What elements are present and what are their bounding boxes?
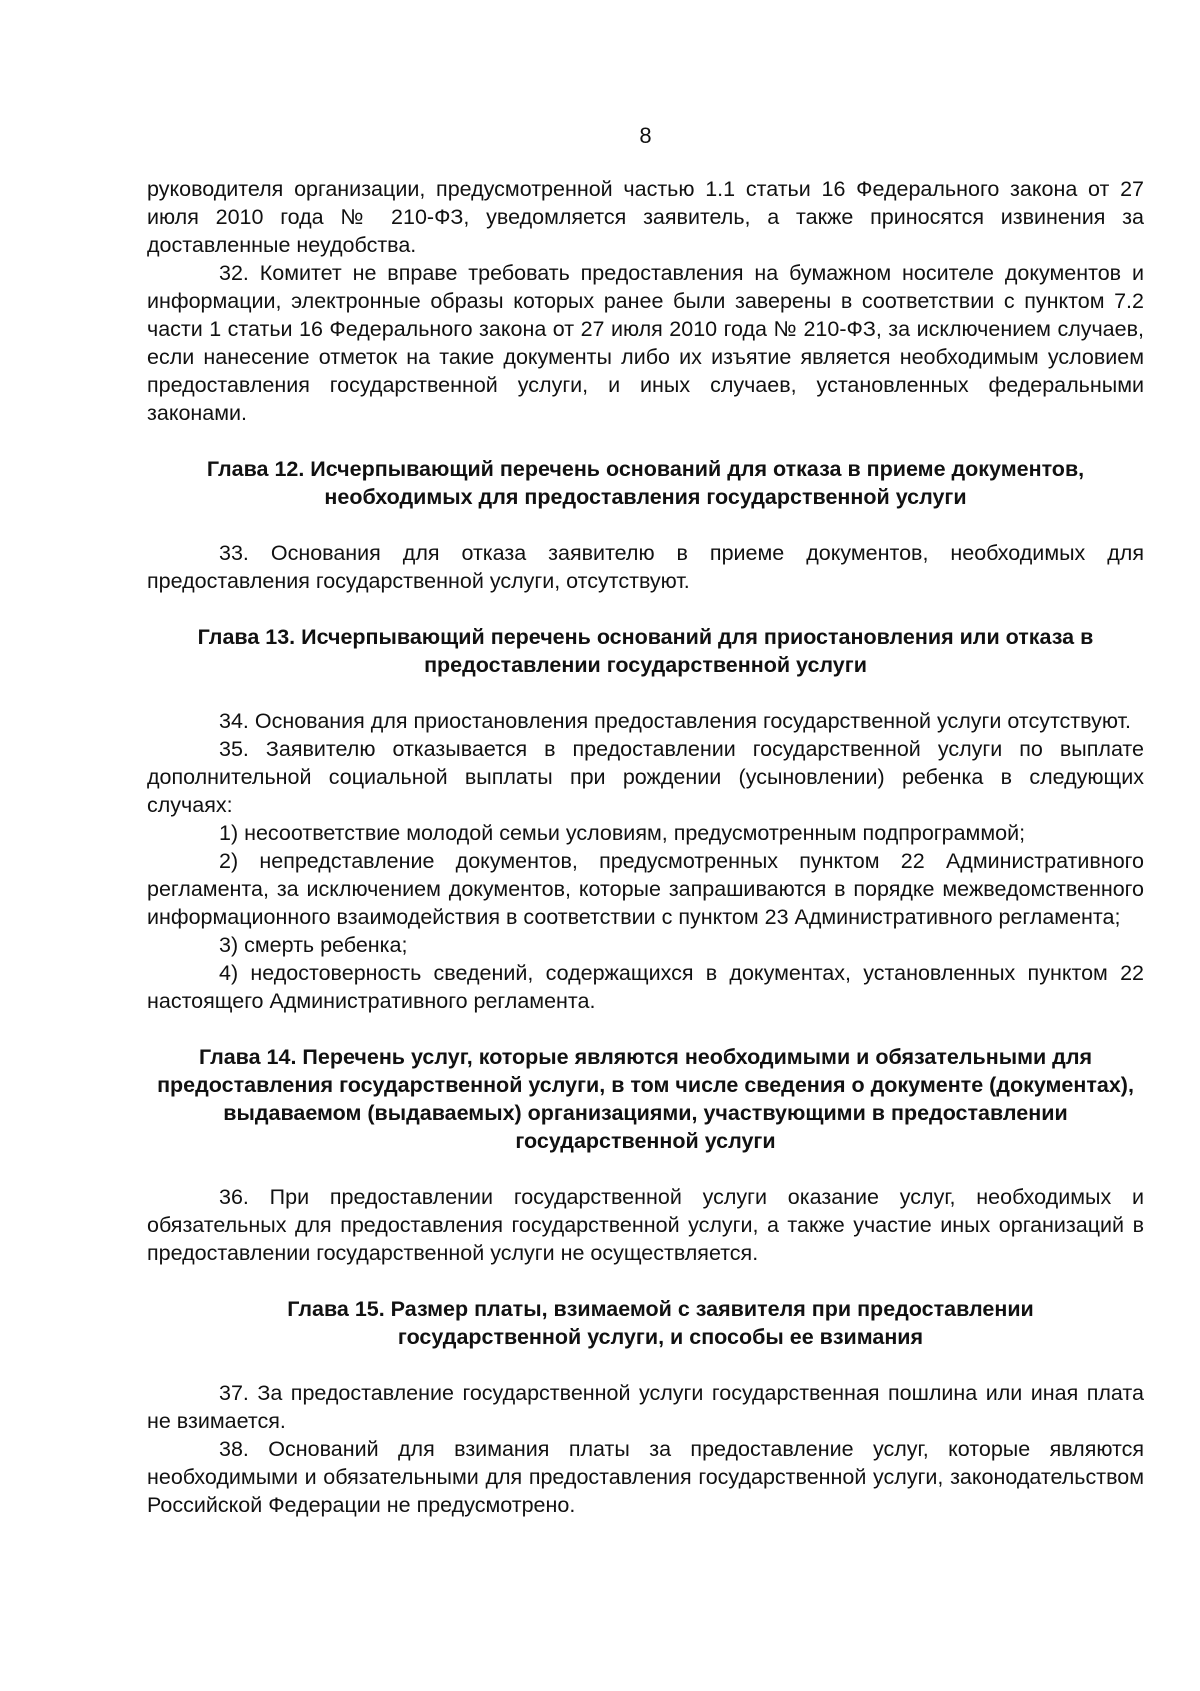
chapter-14-heading: Глава 14. Перечень услуг, которые являются необходимыми и обязательными для предоставления государственной услуги, в том числе сведения о документе (документах), выдаваемом (выдаваемых) организациями, участвующими в предоставлении государственной услуги	[157, 1045, 1134, 1153]
paragraph-34: 34. Основания для приостановления предоставления государственной услуги отсутствуют.	[219, 709, 1131, 733]
chapter-15-heading: Глава 15. Размер платы, взимаемой с заявителя при предоставлении государственной услуги, и способы ее взимания	[287, 1297, 1034, 1349]
list-item-2: 2) непредставление документов, предусмотренных пунктом 22 Административного регламента, за исключением документов, которые запрашиваются в порядке межведомственного информационного взаимодействия в соответствии с пунктом 23 Административного регламента;	[147, 849, 1144, 929]
chapter-12-heading: Глава 12. Исчерпывающий перечень оснований для отказа в приеме документов, необходимых для предоставления государственной услуги	[206, 457, 1085, 509]
page-number: 8	[639, 123, 652, 148]
paragraph-continuation: руководителя организации, предусмотренной частью 1.1 статьи 16 Федерального закона от 27 июля 2010 года № 210-ФЗ, уведомляется заявитель, а также приносятся извинения за доставленные неудобства.	[147, 177, 1144, 257]
document-body	[147, 175, 1144, 1519]
paragraph-38: 38. Оснований для взимания платы за предоставление услуг, которые являются необходимыми и обязательными для предоставления государственной услуги, законодательством Российской Федерации не предусмотрено.	[147, 1437, 1144, 1517]
chapter-13-heading: Глава 13. Исчерпывающий перечень оснований для приостановления или отказа в предоставлении государственной услуги	[197, 625, 1094, 677]
paragraph-33: 33. Основания для отказа заявителю в приеме документов, необходимых для предоставления государственной услуги, отсутствуют.	[147, 541, 1144, 593]
list-item-1: 1) несоответствие молодой семьи условиям, предусмотренным подпрограммой;	[219, 821, 1026, 845]
list-item-4: 4) недостоверность сведений, содержащихся в документах, установленных пунктом 22 настоящего Административного регламента.	[147, 961, 1144, 1013]
paragraph-35: 35. Заявителю отказывается в предоставлении государственной услуги по выплате дополнительной социальной выплаты при рождении (усыновлении) ребенка в следующих случаях:	[147, 737, 1144, 817]
paragraph-37: 37. За предоставление государственной услуги государственная пошлина или иная плата не взимается.	[147, 1381, 1144, 1433]
paragraph-32: 32. Комитет не вправе требовать предоставления на бумажном носителе документов и информации, электронные образы которых ранее были заверены в соответствии с пунктом 7.2 части 1 статьи 16 Федерального закона от 27 июля 2010 года № 210-ФЗ, за исключением случаев, если нанесение отметок на такие документы либо их изъятие является необходимым условием предоставления государственной услуги, и иных случаев, установленных федеральными законами.	[147, 261, 1144, 425]
paragraph-36: 36. При предоставлении государственной услуги оказание услуг, необходимых и обязательных для предоставления государственной услуги, а также участие иных организаций в предоставлении государственной услуги не осуществляется.	[147, 1185, 1144, 1265]
list-item-3: 3) смерть ребенка;	[219, 933, 408, 957]
